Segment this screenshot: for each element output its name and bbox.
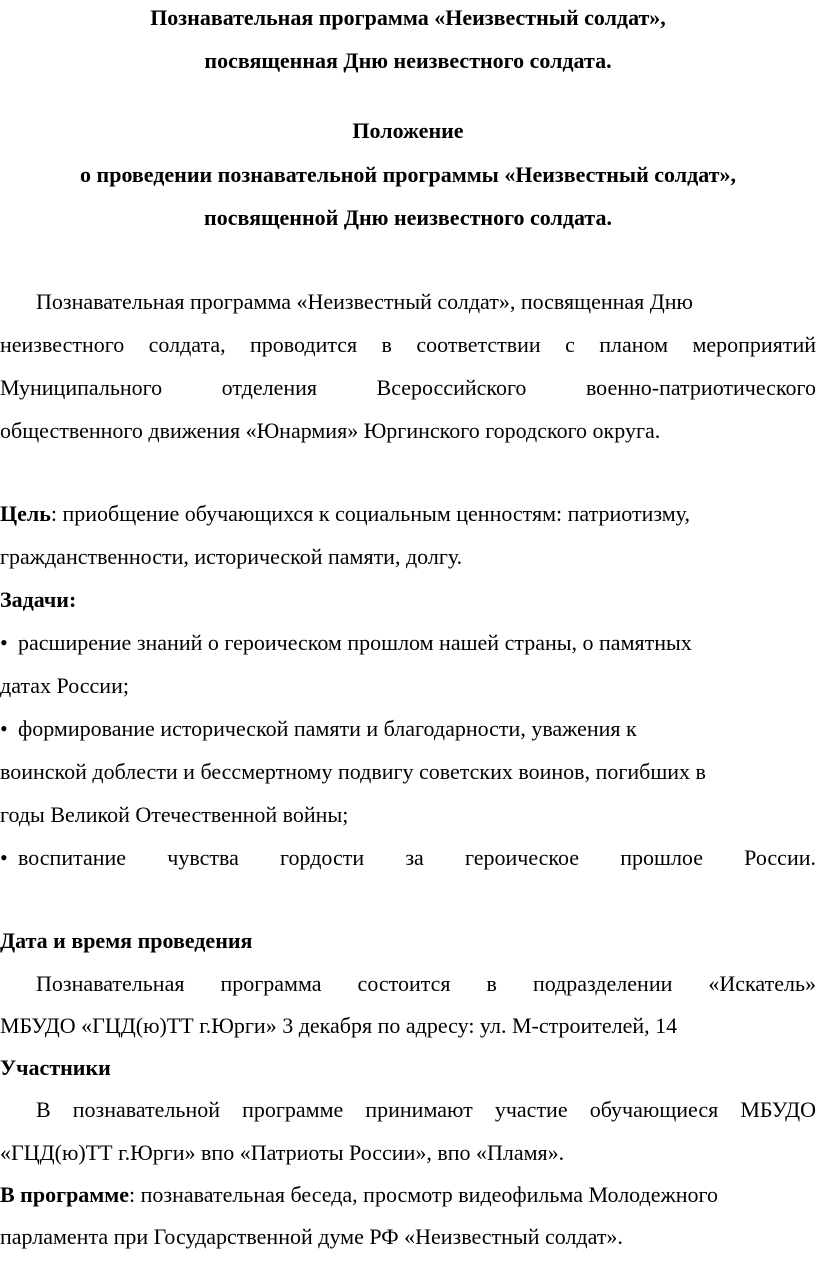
task-item-1-cont: датах России;: [0, 673, 129, 698]
goal-text: : приобщение обучающихся к социальным ценностям: патриотизму,: [50, 501, 690, 526]
program-line-1: [0, 1181, 816, 1209]
date-line-2: МБУДО «ГЦД(ю)ТТ г.Юрги» 3 декабря по адресу: ул. М-строителей, 14: [0, 1013, 678, 1038]
task-item-3-text: воспитание чувства гордости за героическое прошлое России.: [18, 845, 816, 870]
tasks-label: Задачи:: [0, 587, 77, 612]
task-item-1-text: расширение знаний о героическом прошлом нашей страны, о памятных: [18, 630, 692, 655]
program-text: : познавательная беседа, просмотр видеофильма Молодежного: [129, 1182, 718, 1207]
program-line-2: парламента при Государственной думе РФ «Неизвестный солдат».: [0, 1224, 623, 1249]
program-subtitle: посвященная Дню неизвестного солдата.: [204, 48, 612, 73]
bullet-icon: •: [0, 630, 8, 655]
date-label: Дата и время проведения: [0, 928, 253, 953]
intro-line-4: общественного движения «Юнармия» Юргинского городского округа.: [0, 418, 661, 443]
goal-label: Цель: [0, 501, 51, 526]
bullet-icon: •: [0, 845, 8, 870]
intro-line-2: неизвестного солдата, проводится в соответствии с планом мероприятий: [0, 332, 816, 357]
task-item-2: [0, 715, 816, 743]
task-item-3: [0, 844, 816, 872]
date-line-1: Познавательная программа состоится в подразделении «Искатель»: [36, 971, 816, 996]
goal-line-1: [0, 500, 816, 528]
regulation-subheading-line1: о проведении познавательной программы «Неизвестный солдат»,: [80, 162, 736, 187]
intro-line-1: Познавательная программа «Неизвестный солдат», посвященная Дню: [36, 289, 693, 314]
regulation-heading: Положение: [352, 118, 464, 143]
participants-label: Участники: [0, 1055, 111, 1080]
participants-line-2: «ГЦД(ю)ТТ г.Юрги» впо «Патриоты России», впо «Пламя».: [0, 1140, 565, 1165]
regulation-subheading-line2: посвященной Дню неизвестного солдата.: [204, 205, 612, 230]
task-item-2-cont2: годы Великой Отечественной войны;: [0, 802, 349, 827]
program-label: В программе: [0, 1182, 130, 1207]
task-item-2-text: формирование исторической памяти и благодарности, уважения к: [18, 716, 637, 741]
task-item-1: [0, 629, 816, 657]
intro-line-3: Муниципального отделения Всероссийского военно-патриотического: [0, 375, 816, 400]
bullet-icon: •: [0, 716, 8, 741]
task-item-2-cont1: воинской доблести и бессмертному подвигу советских воинов, погибших в: [0, 759, 706, 784]
goal-line-2: гражданственности, исторической памяти, долгу.: [0, 544, 463, 569]
participants-line-1: В познавательной программе принимают участие обучающиеся МБУДО: [36, 1097, 816, 1122]
program-title: Познавательная программа «Неизвестный солдат»,: [150, 5, 666, 30]
